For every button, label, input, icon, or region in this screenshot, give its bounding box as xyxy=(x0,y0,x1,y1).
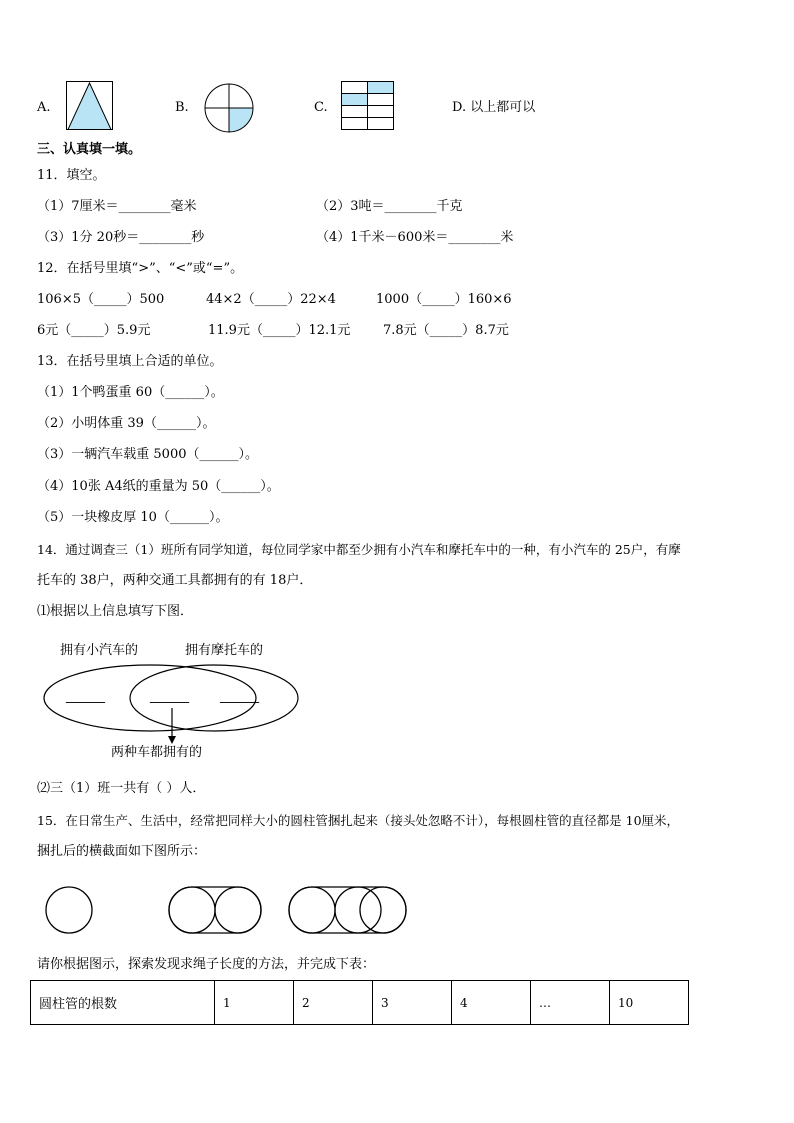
q15-text-line2: 捆扎后的横截面如下图所示： xyxy=(37,844,207,859)
triangle-in-square-figure xyxy=(66,81,114,131)
q13-item: （1）1个鸭蛋重 60（______）。 xyxy=(37,385,224,400)
venn-label-both: 两种车都拥有的 xyxy=(111,745,203,760)
venn-blank-both: ______ xyxy=(150,689,189,704)
table-cell: 2 xyxy=(294,981,373,1025)
q11-item-1: （1）7厘米＝________毫米 xyxy=(37,199,197,214)
option-a-label: A. xyxy=(37,100,51,115)
q13-item: （3）一辆汽车载重 5000（______）。 xyxy=(37,447,258,462)
q11-item-3: （3）1分 20秒＝________秒 xyxy=(37,230,205,245)
q12-row1-item: 106×5（_____）500 xyxy=(37,292,165,307)
venn-label-moto: 拥有摩托车的 xyxy=(185,643,264,658)
table-cell: 4 xyxy=(452,981,531,1025)
q13-title: 13．在括号里填上合适的单位。 xyxy=(37,354,223,369)
venn-blank-moto-only: ______ xyxy=(220,689,259,704)
pipe-count-table xyxy=(30,980,689,1025)
q12-row2-item: 7.8元（_____）8.7元 xyxy=(383,323,509,338)
table-row xyxy=(31,981,689,1025)
option-d: D. 以上都可以 xyxy=(452,100,536,115)
table-cell: 1 xyxy=(215,981,294,1025)
q14-sub1: ⑴根据以上信息填写下图． xyxy=(37,604,194,619)
q12-row2-item: 6元（_____）5.9元 xyxy=(37,323,151,338)
q11-item-4: （4）1千米－600米＝________米 xyxy=(316,230,514,245)
quartered-circle-figure xyxy=(203,82,255,134)
section-title: 三、认真填一填。 xyxy=(37,142,142,157)
bundled-pipes-figure xyxy=(40,885,410,935)
venn-label-car: 拥有小汽车的 xyxy=(60,643,139,658)
q11-item-2: （2）3吨＝________千克 xyxy=(316,199,463,214)
q12-row1-item: 1000（_____）160×6 xyxy=(376,292,512,307)
q15-text-line1: 15．在日常生产、生活中，经常把同样大小的圆柱管捆扎起来（接头处忽略不计），每根圆柱管的直径都是 10厘米， xyxy=(37,813,680,828)
q14-text-line1: 14．通过调查三（1）班所有同学知道，每位同学家中都至少拥有小汽车和摩托车中的一种，有小汽车的 25户，有摩 xyxy=(37,542,681,557)
table-cell: 3 xyxy=(373,981,452,1025)
table-header-cell: 圆柱管的根数 xyxy=(31,981,215,1025)
venn-blank-car-only: ______ xyxy=(66,689,105,704)
q13-item: （5）一块橡皮厚 10（______）。 xyxy=(37,510,229,525)
q13-item: （2）小明体重 39（______）。 xyxy=(37,416,216,431)
q14-sub2: ⑵三（1）班一共有（ ）人． xyxy=(37,781,206,796)
q12-row2-item: 11.9元（_____）12.1元 xyxy=(208,323,351,338)
q13-item: （4）10张 A4纸的重量为 50（______）。 xyxy=(37,479,280,494)
q11-title: 11．填空。 xyxy=(37,168,106,183)
option-c-label: C. xyxy=(314,100,328,115)
q12-title: 12．在括号里填“>”、“<”或“=”。 xyxy=(37,261,244,276)
q12-row1-item: 44×2（_____）22×4 xyxy=(206,292,336,307)
table-cell: 10 xyxy=(610,981,689,1025)
q15-instruction: 请你根据图示，探索发现求绳子长度的方法，并完成下表： xyxy=(37,957,376,972)
q14-text-line2: 托车的 38户，两种交通工具都拥有的有 18户． xyxy=(37,573,313,588)
table-cell: … xyxy=(531,981,610,1025)
grid-rectangle-figure xyxy=(341,81,395,131)
option-b-label: B. xyxy=(175,100,189,115)
